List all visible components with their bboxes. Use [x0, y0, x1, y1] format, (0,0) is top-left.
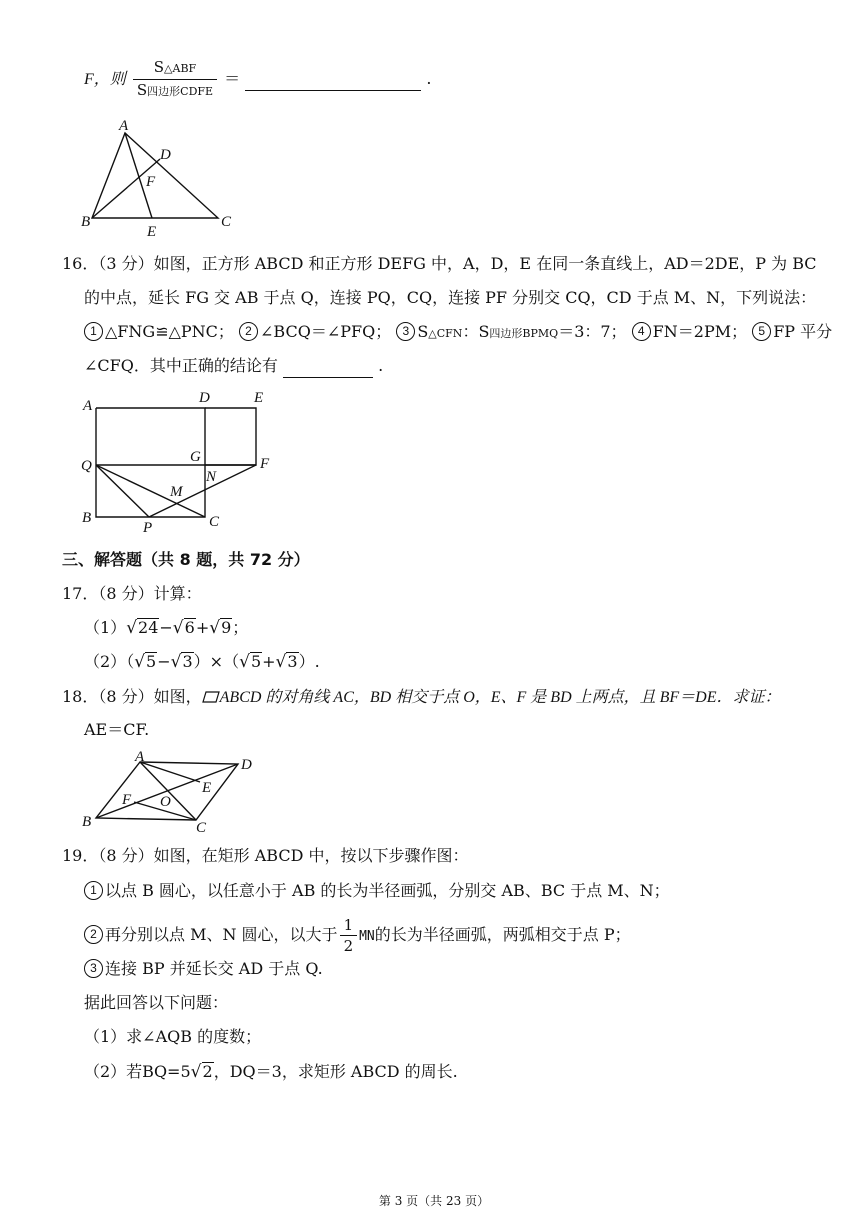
page-footer: 第 3 页（共 23 页）	[378, 1194, 490, 1208]
label-m: M	[170, 484, 183, 500]
square-abcd	[96, 408, 205, 517]
q15-period: .	[426, 69, 432, 88]
label-b: B	[81, 214, 91, 230]
q17-part2: （2）（√5−√3）×（√5+√3）.	[84, 652, 320, 672]
q19-part2: （2）若BQ=5√2，DQ＝3，求矩形 ABCD 的周长.	[84, 1062, 458, 1082]
parallelogram-icon	[202, 691, 220, 703]
segment-pf	[149, 465, 256, 517]
q15-line	[84, 57, 431, 102]
q19-step2: 2 再分别以点 M、N 圆心，以大于 $\frac{1}{2}$ MN的长为半径画弧，两弧相交于点 P；	[84, 915, 631, 956]
label-q: Q	[81, 458, 92, 474]
label-b: B	[82, 510, 92, 526]
q16-line3: 1 △FNG≌△PNC； 2 ∠BCQ＝∠PFQ； 3 S△CFN：S四边形BPMQ＝3：7； 4 FN＝2PM； 5 FP 平分	[84, 321, 832, 345]
q18-line1: 18．（8 分）如图， ABCD 的对角线 AC，BD 相交于点 O，E、F 是 BD 上两点，且 BF＝DE．求证：	[62, 687, 781, 706]
circled-number-4: 4	[632, 322, 651, 341]
circled-number-2: 2	[239, 322, 258, 341]
q17-head: 17．（8 分）计算：	[62, 584, 202, 603]
label-d: D	[241, 757, 252, 773]
fraction-one-half: $\frac{1}{2}$	[340, 915, 358, 956]
q18-line2: AE＝CF.	[84, 720, 150, 739]
circled-number-5: 5	[752, 322, 771, 341]
label-a: A	[119, 118, 129, 134]
figure-q16-squares	[78, 386, 283, 538]
q15-equals: ＝	[224, 69, 241, 88]
q15-fraction: $\frac{\text{S△ABF}}{\text{S四边形CDFE}}$	[133, 57, 217, 102]
figure-q18-parallelogram	[78, 748, 268, 836]
label-b: B	[82, 814, 92, 830]
label-c: C	[196, 820, 207, 836]
label-f: F	[260, 456, 270, 472]
q16-answer-blank	[283, 355, 373, 378]
q19-step3: 3 连接 BP 并延长交 AD 于点 Q.	[84, 958, 323, 980]
q19-part1: （1）求∠AQB 的度数；	[84, 1027, 262, 1046]
label-f: F	[122, 792, 132, 808]
label-o: O	[160, 794, 171, 810]
q15-prefix: F，则	[84, 71, 126, 88]
q19-lead: 据此回答以下问题：	[84, 993, 229, 1012]
q16-line2: 的中点，延长 FG 交 AB 于点 Q，连接 PQ，CQ，连接 PF 分别交 CQ，CD 于点 M、N，下列说法：	[84, 288, 817, 307]
q15-answer-blank	[245, 68, 421, 91]
label-a: A	[135, 749, 145, 765]
label-g: G	[190, 449, 201, 465]
label-e: E	[254, 390, 264, 406]
q16-line4: ∠CFQ．其中正确的结论有 .	[84, 355, 383, 378]
circled-number-1: 1	[84, 881, 103, 900]
q17-part1: （1）√24−√6+√9；	[84, 618, 249, 638]
label-p: P	[143, 520, 153, 536]
circled-number-3: 3	[396, 322, 415, 341]
circled-number-1: 1	[84, 322, 103, 341]
label-c: C	[209, 514, 220, 530]
figure-q15-triangle	[80, 115, 250, 240]
label-f: F	[146, 174, 156, 190]
segment-qp	[96, 465, 149, 517]
label-n: N	[206, 469, 217, 485]
q16-line1: 16．（3 分）如图，正方形 ABCD 和正方形 DEFG 中，A，D，E 在同一条直线上，AD＝2DE，P 为 BC	[62, 254, 817, 273]
label-d: D	[160, 147, 171, 163]
q19-step1: 1 以点 B 圆心，以任意小于 AB 的长为半径画弧，分别交 AB、BC 于点 M、N；	[84, 880, 670, 902]
label-a: A	[83, 398, 93, 414]
label-c: C	[221, 214, 232, 230]
square-defg	[205, 408, 256, 465]
label-e: E	[147, 224, 157, 240]
label-e: E	[202, 780, 212, 796]
label-d: D	[199, 390, 210, 406]
circled-number-3: 3	[84, 959, 103, 978]
segment-qc	[96, 465, 205, 517]
q19-head: 19．（8 分）如图，在矩形 ABCD 中，按以下步骤作图：	[62, 846, 469, 865]
circled-number-2: 2	[84, 925, 103, 944]
section-3-title: 三、解答题（共 8 题，共 72 分）	[62, 550, 310, 569]
